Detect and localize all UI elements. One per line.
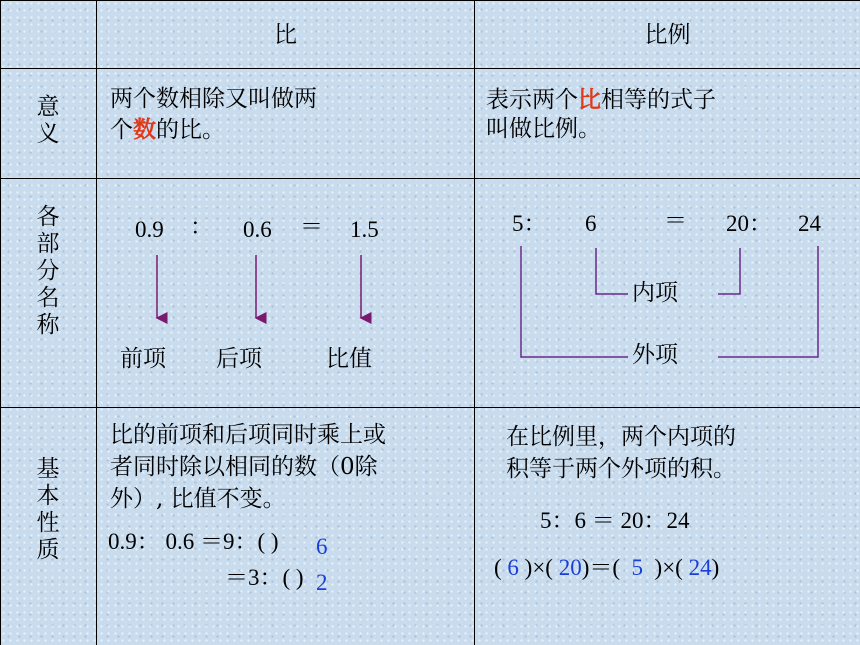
row-label-parts: 各部分名称 bbox=[36, 204, 60, 338]
property-prop-line2: 积等于两个外项的积。 bbox=[506, 456, 736, 482]
meaning-prop-line1-post: 相等的式子 bbox=[601, 87, 716, 113]
product-close: ) bbox=[711, 555, 720, 580]
property-ratio-answer2: 2 bbox=[316, 570, 328, 595]
property-ratio-example2: ＝3：( ) bbox=[225, 565, 304, 590]
parts-ratio-back-value: 0.6 bbox=[243, 217, 272, 242]
meaning-prop-highlight: 比 bbox=[578, 86, 601, 113]
bracket-inner-left bbox=[596, 248, 628, 294]
product-answer-3: 5 bbox=[631, 555, 644, 580]
outer-terms-label: 外项 bbox=[632, 342, 678, 368]
product-mid-1: )×( bbox=[524, 555, 553, 580]
parts-prop-a: 5： bbox=[512, 211, 547, 236]
parts-prop-d: 24 bbox=[798, 211, 821, 236]
parts-ratio-equals: ＝ bbox=[300, 214, 323, 240]
row-label-meaning: 意义 bbox=[36, 94, 60, 147]
meaning-ratio-highlight: 数 bbox=[133, 116, 156, 143]
property-prop-line1: 在比例里，两个内项的 bbox=[506, 424, 736, 450]
meaning-ratio-line2-pre: 个 bbox=[110, 117, 133, 143]
parts-ratio-front-value: 0.9 bbox=[135, 217, 164, 242]
parts-ratio-colon: ： bbox=[190, 214, 213, 240]
meaning-ratio-line1: 两个数相除又叫做两 bbox=[110, 86, 317, 112]
bracket-outer-left bbox=[521, 246, 628, 357]
row-label-property: 基本性质 bbox=[36, 456, 60, 563]
property-ratio-line3: 外）, 比值不变。 bbox=[110, 486, 286, 512]
header-proportion: 比例 bbox=[644, 22, 691, 48]
term-back-label: 后项 bbox=[216, 346, 262, 372]
product-answer-2: 20 bbox=[558, 555, 582, 580]
product-answer-1: 6 bbox=[507, 555, 519, 580]
meaning-ratio-line2-post: 的比。 bbox=[156, 117, 225, 143]
term-front-label: 前项 bbox=[120, 346, 166, 372]
parts-prop-equals: ＝ bbox=[664, 208, 687, 234]
bracket-outer-right bbox=[718, 246, 818, 357]
parts-ratio-result-value: 1.5 bbox=[350, 217, 379, 242]
product-mid-2: )＝( bbox=[581, 555, 621, 580]
product-mid-3: )×( bbox=[654, 555, 683, 580]
property-ratio-line1: 比的前项和后项同时乘上或 bbox=[110, 422, 386, 448]
property-ratio-answer1: 6 bbox=[316, 534, 328, 559]
meaning-prop-line2: 叫做比例。 bbox=[486, 116, 601, 142]
product-open: ( bbox=[494, 555, 502, 580]
parts-prop-b: 6 bbox=[585, 211, 597, 236]
bracket-inner-right bbox=[718, 248, 740, 294]
parts-prop-c: 20： bbox=[726, 211, 772, 236]
property-prop-equation: 5：6 ＝ 20：24 bbox=[540, 508, 690, 533]
product-answer-4: 24 bbox=[688, 555, 712, 580]
term-value-label: 比值 bbox=[326, 346, 372, 372]
header-ratio: 比 bbox=[274, 22, 297, 48]
inner-terms-label: 内项 bbox=[632, 280, 678, 306]
property-product-line bbox=[494, 552, 719, 583]
meaning-prop-line1-pre: 表示两个 bbox=[486, 87, 578, 113]
property-ratio-example1: 0.9： 0.6 ＝9：( ) bbox=[108, 529, 279, 554]
property-ratio-line2: 者同时除以相同的数（0除 bbox=[110, 454, 378, 480]
